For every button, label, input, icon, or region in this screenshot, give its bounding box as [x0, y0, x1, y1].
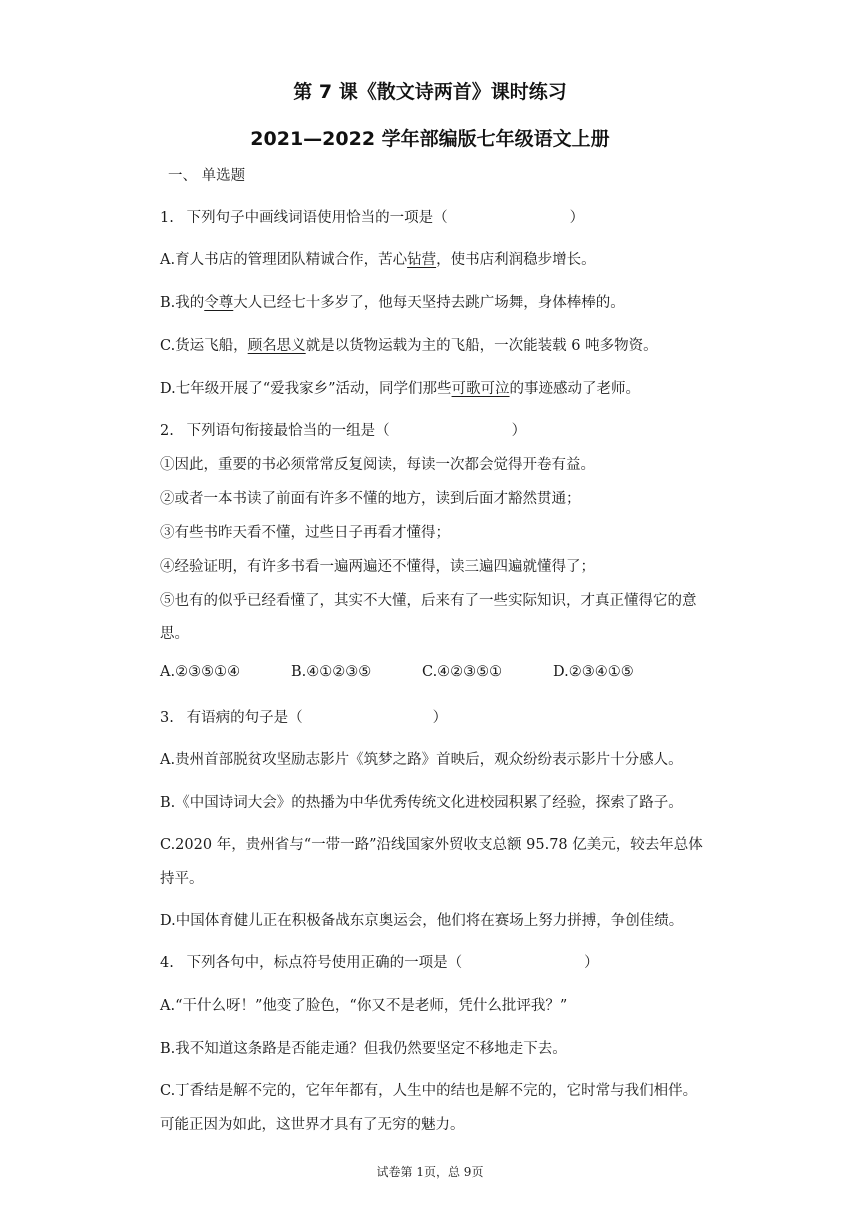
document-title: 第 7 课《散文诗两首》课时练习	[293, 81, 567, 103]
question-text-end: ）	[584, 955, 599, 971]
option-a: A.“干什么呀！”他变了脸色，“你又不是老师，凭什么批评我？”	[160, 998, 568, 1014]
choice-a: A.②③⑤①④	[160, 664, 241, 680]
page-footer: 试卷第 1页，总 9页	[376, 1165, 484, 1179]
question-1-stem	[160, 206, 584, 227]
question-text-end: ）	[432, 710, 448, 726]
question-2-stem	[160, 419, 526, 440]
choice-b: B.④①②③⑤	[291, 664, 372, 680]
question-text: 下列各句中，标点符号使用正确的一项是（	[186, 955, 463, 971]
sentence-5-continued: 思。	[160, 626, 189, 642]
document-subtitle: 2021—2022 学年部编版七年级语文上册	[250, 128, 610, 150]
section-heading: 一、 单选题	[168, 168, 246, 184]
option-b: B.我的令尊大人已经七十多岁了，他每天坚持去跳广场舞，身体棒棒的。	[160, 295, 625, 311]
question-4-stem	[160, 951, 599, 972]
question-number: 4.	[160, 955, 174, 971]
option-c-continued: 可能正因为如此，这世界才具有了无穷的魅力。	[160, 1117, 465, 1133]
choice-d: D.②③④①⑤	[553, 664, 634, 680]
option-d: D.七年级开展了“爱我家乡”活动，同学们那些可歌可泣的事迹感动了老师。	[160, 381, 641, 397]
choice-row	[160, 664, 634, 680]
option-d: D.中国体育健儿正在积极备战东京奥运会，他们将在赛场上努力拼搏，争创佳绩。	[160, 913, 684, 929]
option-a: A.育人书店的管理团队精诚合作，苦心钻营，使书店利润稳步增长。	[160, 252, 596, 268]
underlined-word: 可歌可泣	[451, 381, 510, 397]
sentence-1: ①因此，重要的书必须常常反复阅读，每读一次都会觉得开卷有益。	[160, 457, 595, 473]
underlined-word: 顾名思义	[247, 338, 306, 354]
question-text: 有语病的句子是（	[186, 710, 303, 726]
question-text: 下列语句衔接最恰当的一组是（	[186, 423, 390, 439]
choice-c: C.④②③⑤①	[422, 664, 503, 680]
option-c: C.货运飞船，顾名思义就是以货物运载为主的飞船，一次能装载 6 吨多物资。	[160, 338, 658, 354]
question-number: 3.	[160, 710, 174, 726]
underlined-word: 令尊	[204, 295, 234, 311]
underlined-word: 钻营	[407, 252, 437, 268]
option-c: C.2020 年，贵州省与“一带一路”沿线国家外贸收支总额 95.78 亿美元，较去年总体	[160, 837, 703, 853]
question-text: 下列句子中画线词语使用恰当的一项是（	[186, 210, 448, 226]
option-a: A.贵州首部脱贫攻坚励志影片《筑梦之路》首映后，观众纷纷表示影片十分感人。	[160, 752, 683, 768]
question-text-end: ）	[511, 423, 527, 439]
question-text-end: ）	[569, 210, 585, 226]
sentence-3: ③有些书昨天看不懂，过些日子再看才懂得；	[160, 525, 450, 541]
option-b: B.《中国诗词大会》的热播为中华优秀传统文化进校园积累了经验，探索了路子。	[160, 795, 683, 811]
option-b: B.我不知道这条路是否能走通？但我仍然要坚定不移地走下去。	[160, 1041, 567, 1057]
sentence-2: ②或者一本书读了前面有许多不懂的地方，读到后面才豁然贯通；	[160, 491, 581, 507]
question-3-stem	[160, 706, 447, 727]
question-number: 2.	[160, 423, 174, 439]
sentence-5: ⑤也有的似乎已经看懂了，其实不大懂，后来有了一些实际知识，才真正懂得它的意	[160, 593, 697, 609]
question-number: 1.	[160, 210, 174, 226]
option-c: C.丁香结是解不完的，它年年都有，人生中的结也是解不完的，它时常与我们相伴。	[160, 1083, 698, 1099]
option-c-continued: 持平。	[160, 871, 204, 887]
sentence-4: ④经验证明，有许多书看一遍两遍还不懂得，读三遍四遍就懂得了；	[160, 559, 595, 575]
